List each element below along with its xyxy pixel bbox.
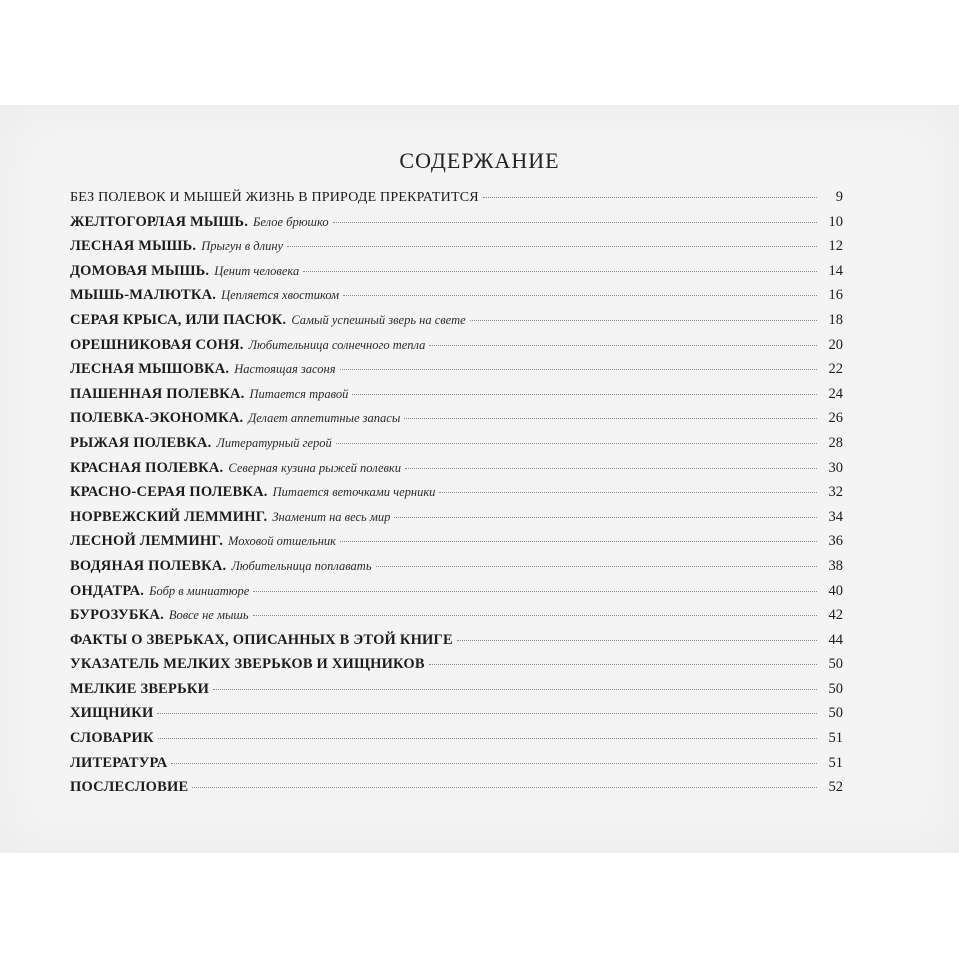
toc-entry	[70, 779, 843, 804]
toc-entry-subtitle: Любительница солнечного тепла	[248, 337, 426, 352]
toc-entry-heading: ДОМОВАЯ МЫШЬ.	[70, 262, 210, 279]
dot-leader	[171, 763, 817, 764]
toc-entry-heading: ПОСЛЕСЛОВИЕ	[70, 779, 189, 796]
toc-entry-heading: КРАСНО-СЕРАЯ ПОЛЕВКА.	[70, 484, 268, 501]
toc-page-number: 12	[828, 238, 843, 255]
dot-leader	[158, 738, 817, 739]
dot-leader	[352, 394, 817, 395]
toc-entry	[70, 607, 843, 632]
dot-leader	[483, 197, 817, 198]
table-of-contents	[70, 189, 843, 804]
toc-entry	[70, 386, 843, 411]
toc-entry-heading: ЛЕСНАЯ МЫШОВКА.	[70, 361, 230, 378]
dot-leader	[470, 320, 817, 321]
toc-entry-heading: НОРВЕЖСКИЙ ЛЕММИНГ.	[70, 508, 268, 525]
dot-leader	[253, 591, 817, 592]
toc-page-number: 50	[828, 656, 843, 673]
dot-leader	[253, 615, 817, 616]
dot-leader	[333, 222, 817, 223]
toc-entry-heading: ОРЕШНИКОВАЯ СОНЯ.	[70, 336, 244, 353]
dot-leader	[303, 271, 817, 272]
toc-entry	[70, 533, 843, 558]
dot-leader	[439, 492, 817, 493]
toc-page-number: 51	[828, 754, 843, 771]
toc-page-number: 51	[828, 730, 843, 747]
toc-page-number: 30	[828, 459, 843, 476]
toc-page-number: 26	[828, 410, 843, 427]
toc-entry-heading: МЫШЬ-МАЛЮТКА.	[70, 287, 217, 304]
toc-entry	[70, 410, 843, 435]
toc-entry-subtitle: Ценит человека	[214, 263, 300, 278]
dot-leader	[343, 295, 817, 296]
toc-entry-heading: ФАКТЫ О ЗВЕРЬКАХ, ОПИСАННЫХ В ЭТОЙ КНИГЕ	[70, 631, 453, 648]
toc-entry-heading: ХИЩНИКИ	[70, 705, 154, 722]
toc-entry-subtitle: Питается веточками черники	[272, 485, 436, 500]
toc-entry	[70, 583, 843, 608]
toc-entry-heading: ВОДЯНАЯ ПОЛЕВКА.	[70, 557, 227, 574]
toc-page-number: 18	[828, 311, 843, 328]
toc-entry-heading: БЕЗ ПОЛЕВОК И МЫШЕЙ ЖИЗНЬ В ПРИРОДЕ ПРЕКРАТИТСЯ	[70, 190, 479, 205]
dot-leader	[340, 369, 817, 370]
toc-entry	[70, 214, 843, 239]
toc-page-number: 34	[828, 508, 843, 525]
toc-entry-subtitle: Белое брюшко	[253, 214, 329, 229]
toc-entry	[70, 337, 843, 362]
toc-page-number: 50	[828, 680, 843, 697]
toc-entry-subtitle: Бобр в миниатюре	[149, 583, 250, 598]
toc-entry-heading: СЕРАЯ КРЫСА, ИЛИ ПАСЮК.	[70, 311, 287, 328]
toc-entry-subtitle: Цепляется хвостиком	[221, 288, 340, 303]
toc-page-number: 32	[828, 484, 843, 501]
toc-page-number: 24	[828, 385, 843, 402]
toc-page-number: 38	[828, 557, 843, 574]
toc-entry	[70, 312, 843, 337]
toc-entry	[70, 730, 843, 755]
toc-entry-heading: СЛОВАРИК	[70, 730, 154, 747]
toc-entry-subtitle: Питается травой	[249, 386, 349, 401]
toc-entry-subtitle: Вовсе не мышь	[168, 608, 249, 623]
dot-leader	[404, 418, 817, 419]
toc-entry	[70, 484, 843, 509]
toc-entry-subtitle: Знаменит на весь мир	[272, 509, 391, 524]
toc-entry-subtitle: Северная кузина рыжей полевки	[228, 460, 402, 475]
toc-entry-heading: КРАСНАЯ ПОЛЕВКА.	[70, 459, 224, 476]
toc-entry-subtitle: Литературный герой	[216, 435, 332, 450]
toc-entry-subtitle: Прыгун в длину	[201, 239, 284, 254]
toc-page-number: 36	[828, 533, 843, 550]
dot-leader	[405, 468, 817, 469]
toc-page-number: 42	[828, 607, 843, 624]
toc-entry-heading: ЛЕСНОЙ ЛЕММИНГ.	[70, 533, 224, 550]
dot-leader	[429, 345, 817, 346]
toc-entry-heading: ЛЕСНАЯ МЫШЬ.	[70, 238, 197, 255]
toc-entry	[70, 263, 843, 288]
toc-entry	[70, 435, 843, 460]
dot-leader	[376, 566, 817, 567]
toc-entry	[70, 558, 843, 583]
toc-entry	[70, 681, 843, 706]
toc-page-number: 50	[828, 705, 843, 722]
toc-entry-subtitle: Делает аппетитные запасы	[248, 411, 401, 426]
toc-page-number: 9	[835, 189, 843, 205]
dot-leader	[213, 689, 817, 690]
toc-entry	[70, 460, 843, 485]
dot-leader	[429, 664, 817, 665]
toc-entry-heading: РЫЖАЯ ПОЛЕВКА.	[70, 434, 212, 451]
dot-leader	[192, 787, 817, 788]
dot-leader	[394, 517, 817, 518]
toc-page-number: 16	[828, 287, 843, 304]
toc-page-number: 22	[828, 361, 843, 378]
page-title: СОДЕРЖАНИЕ	[399, 148, 560, 173]
toc-entry	[70, 189, 843, 214]
toc-entry-subtitle: Настоящая засоня	[234, 362, 336, 377]
toc-entry-heading: ЖЕЛТОГОРЛАЯ МЫШЬ.	[70, 213, 249, 230]
toc-page-number: 10	[828, 213, 843, 230]
toc-entry	[70, 755, 843, 780]
toc-entry	[70, 632, 843, 657]
toc-entry-heading: МЕЛКИЕ ЗВЕРЬКИ	[70, 680, 210, 697]
toc-entry	[70, 705, 843, 730]
toc-entry-heading: ЛИТЕРАТУРА	[70, 754, 168, 771]
dot-leader	[457, 640, 817, 641]
toc-page-number: 14	[828, 262, 843, 279]
toc-page-number: 20	[828, 336, 843, 353]
toc-entry-heading: ПАШЕННАЯ ПОЛЕВКА.	[70, 385, 245, 402]
toc-page-number: 28	[828, 434, 843, 451]
toc-page-number: 44	[828, 631, 843, 648]
toc-entry	[70, 238, 843, 263]
toc-page-number: 40	[828, 582, 843, 599]
toc-entry-subtitle: Моховой отшельник	[228, 534, 337, 549]
toc-entry-heading: ПОЛЕВКА-ЭКОНОМКА.	[70, 410, 244, 427]
toc-entry-heading: БУРОЗУБКА.	[70, 607, 164, 624]
toc-entry-heading: УКАЗАТЕЛЬ МЕЛКИХ ЗВЕРЬКОВ И ХИЩНИКОВ	[70, 656, 425, 673]
toc-entry	[70, 287, 843, 312]
dot-leader	[157, 713, 817, 714]
toc-entry-heading: ОНДАТРА.	[70, 582, 145, 599]
toc-entry-subtitle: Самый успешный зверь на свете	[291, 312, 466, 327]
toc-entry	[70, 509, 843, 534]
toc-entry-subtitle: Любительница поплавать	[231, 558, 372, 573]
dot-leader	[340, 541, 817, 542]
dot-leader	[336, 443, 817, 444]
dot-leader	[287, 246, 817, 247]
toc-page-number: 52	[828, 779, 843, 796]
toc-entry	[70, 361, 843, 386]
toc-entry	[70, 656, 843, 681]
